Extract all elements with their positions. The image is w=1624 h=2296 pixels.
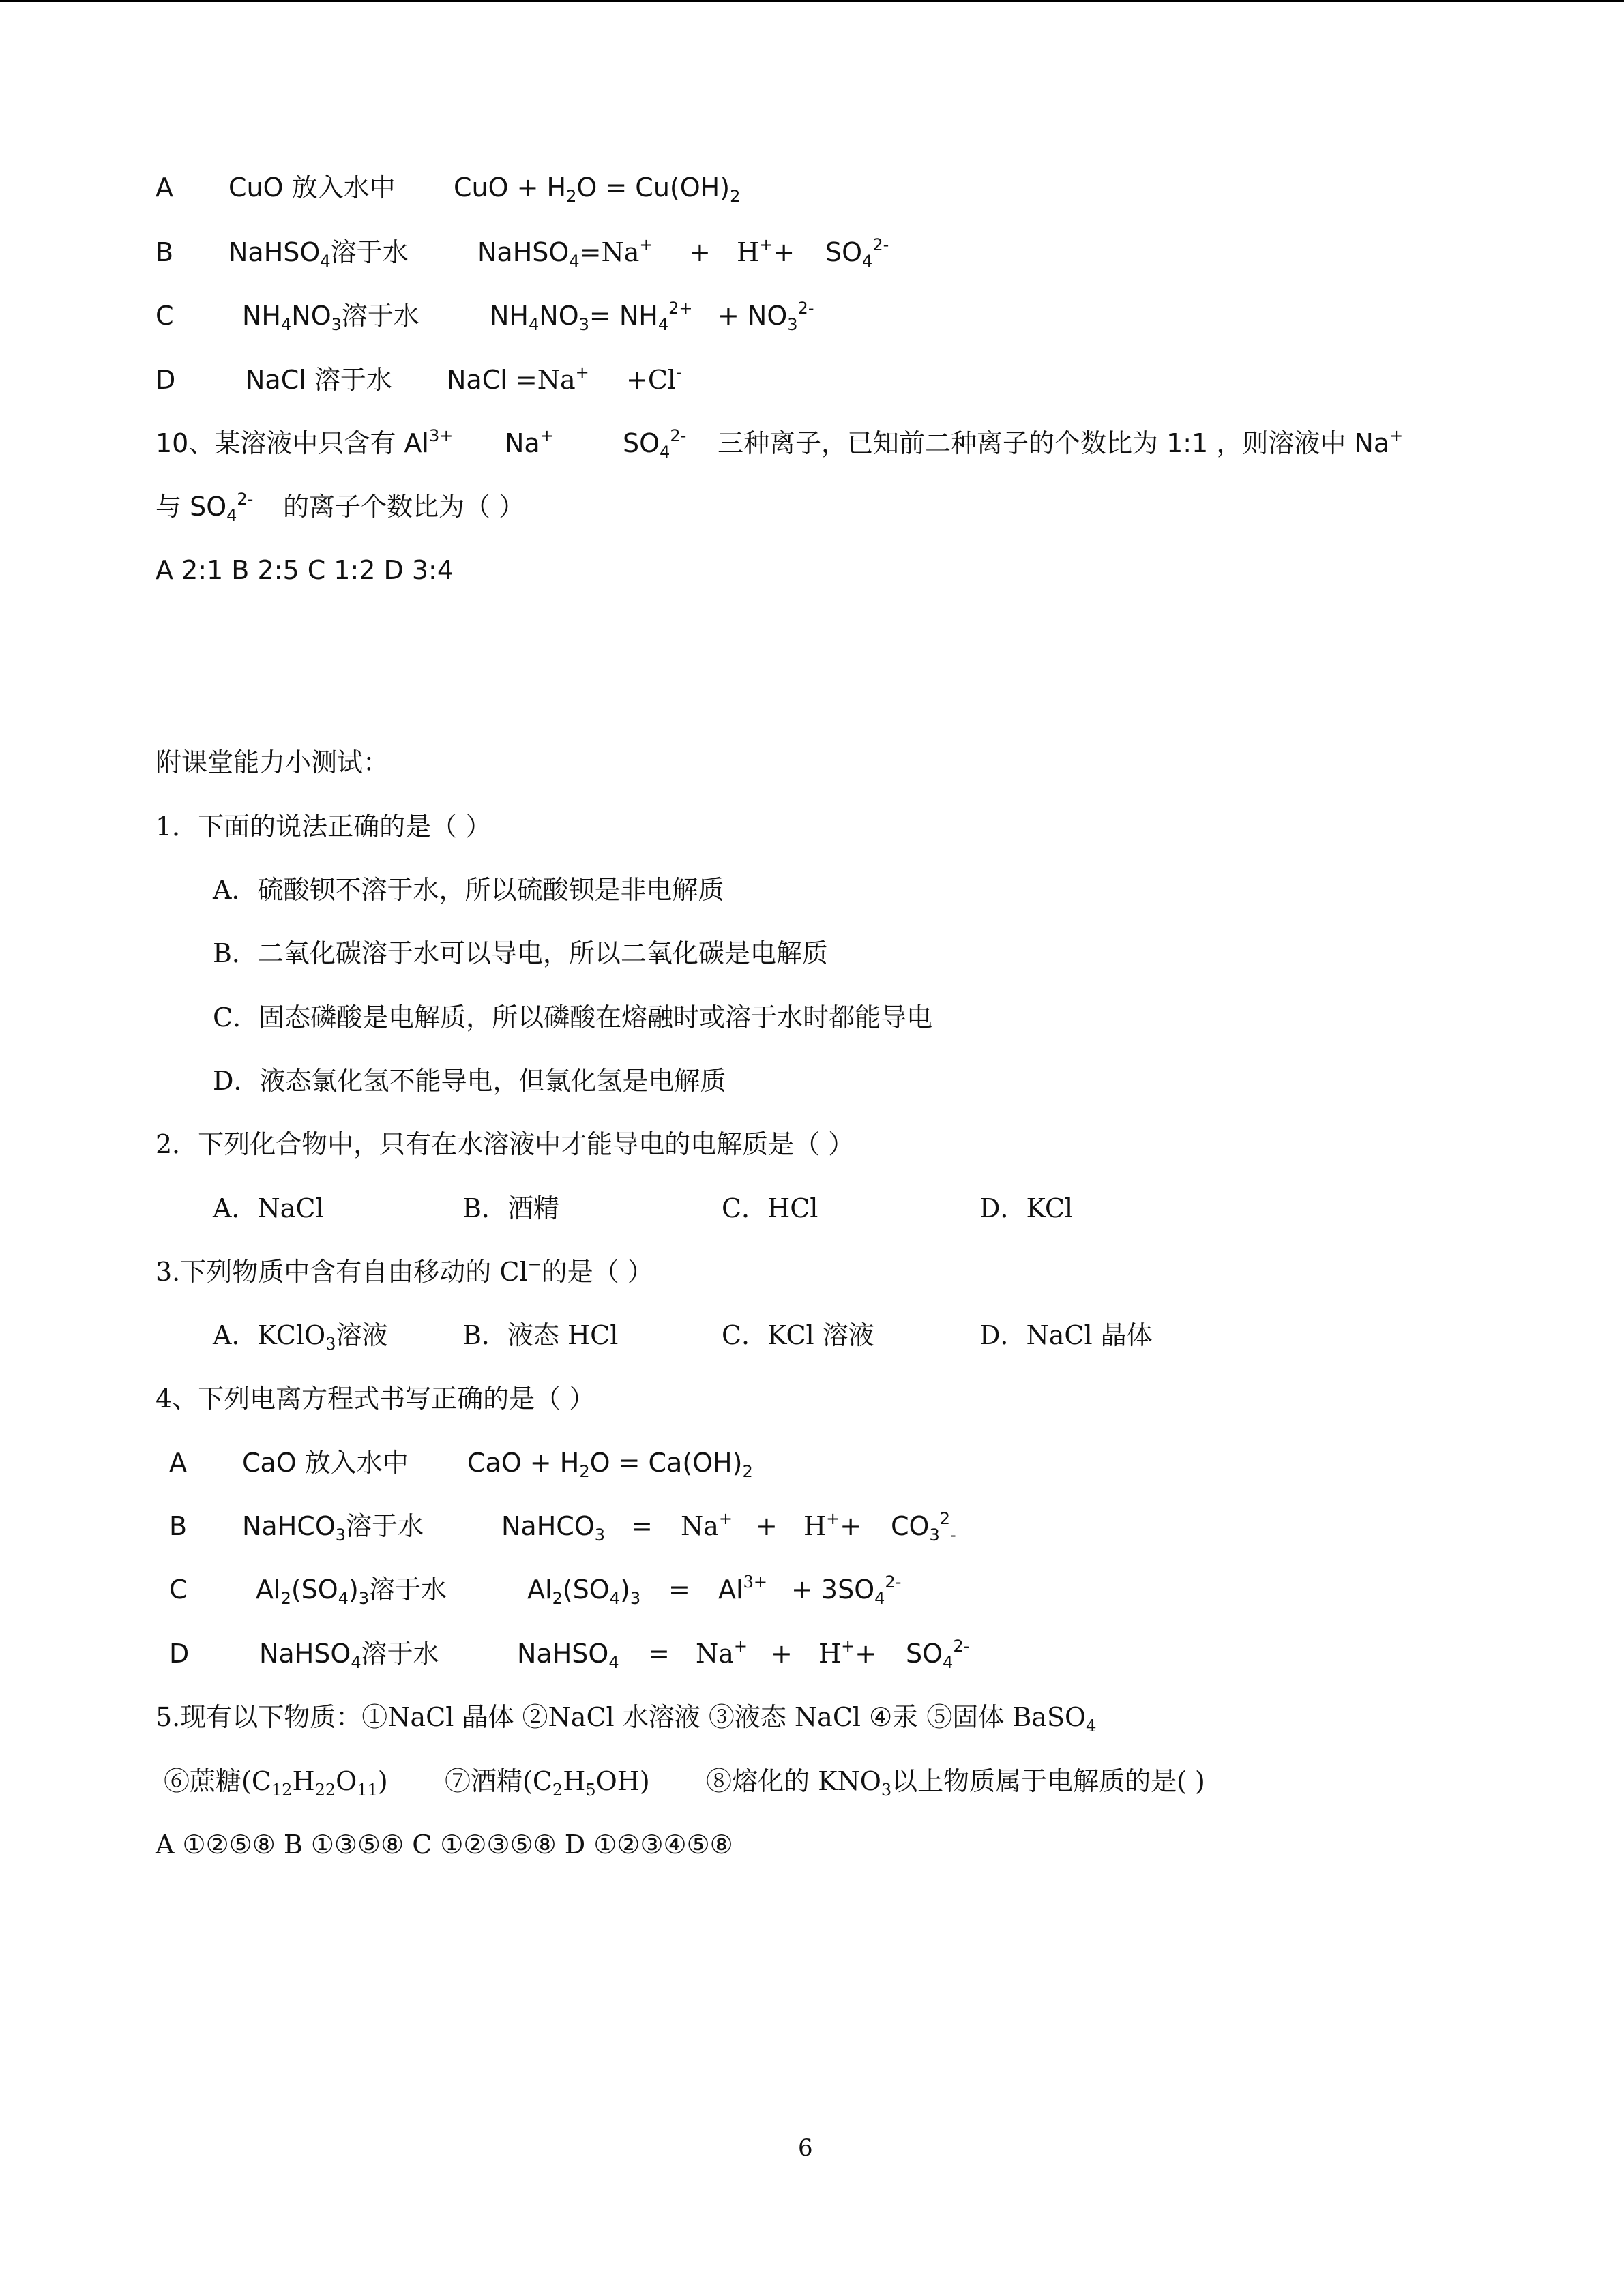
- text-line: 10、某溶液中只含有 Al3+ Na+ SO42- 三种离子，已知前二种离子的个数比为 1:1 ，则溶液中 Na+: [0, 423, 1403, 464]
- text-segment: ⑥蔗糖(C: [164, 1766, 271, 1796]
- text-segment: Al: [527, 1575, 552, 1605]
- text-segment: C: [156, 301, 174, 331]
- text-line: A．KClO3溶液 B．液态 HCl C．KCl 溶液 D．NaCl 晶体: [0, 1315, 1153, 1356]
- text-line: [0, 933, 828, 974]
- text-segment: +: [689, 237, 711, 267]
- text-segment: 10、某溶液中只含有 Al: [156, 428, 429, 458]
- text-segment: SO: [825, 237, 863, 267]
- text-segment: B．酒精: [462, 1193, 559, 1223]
- text-segment: NaHSO: [259, 1639, 351, 1669]
- text-line: B NaHCO3溶于水 NaHCO3 = Na+ + H++ CO32-: [0, 1506, 956, 1547]
- text-segment: NaHSO: [517, 1639, 609, 1669]
- text-line: 5.现有以下物质：①NaCl 晶体 ②NaCl 水溶液 ③液态 NaCl ④汞 ⑤固体 BaSO4: [0, 1697, 1096, 1738]
- text-segment: ): [377, 1766, 388, 1796]
- text-segment: H: [737, 237, 760, 267]
- text-segment: Al: [256, 1575, 281, 1605]
- text-segment: 溶液: [336, 1320, 388, 1350]
- text-segment: 5.现有以下物质：①NaCl 晶体 ②NaCl 水溶液 ③液态 NaCl ④汞 ⑤固体 BaSO: [156, 1702, 1087, 1732]
- text-segment: NO: [291, 301, 331, 331]
- text-segment: D．KCl: [979, 1193, 1074, 1223]
- text-segment: Cl: [647, 365, 677, 395]
- page-top-border: [0, 0, 1624, 2]
- text-segment: D: [169, 1639, 190, 1669]
- text-segment: 的离子个数比为（ ）: [283, 492, 525, 522]
- text-line: [0, 1124, 854, 1165]
- text-segment: B: [156, 237, 174, 267]
- text-segment: ⑦酒精(C: [445, 1766, 552, 1796]
- text-line: [0, 1378, 595, 1419]
- text-segment: B: [169, 1511, 188, 1541]
- text-segment: NH: [242, 301, 281, 331]
- text-segment: D: [156, 365, 176, 395]
- text-segment: 1．下面的说法正确的是（ ）: [156, 811, 492, 841]
- text-segment: NaHSO: [228, 237, 321, 267]
- text-segment: Na: [696, 1639, 734, 1669]
- text-segment: CO: [891, 1511, 930, 1541]
- text-segment: C: [169, 1575, 188, 1605]
- text-segment: NaCl 溶于水: [246, 365, 392, 395]
- text-segment: + 3SO: [791, 1575, 875, 1605]
- text-segment: 4、下列电离方程式书写正确的是（ ）: [156, 1384, 595, 1414]
- text-segment: +: [756, 1511, 778, 1541]
- text-segment: +: [773, 237, 795, 267]
- text-line: [0, 806, 491, 847]
- text-segment: ): [348, 1575, 359, 1605]
- text-segment: 附课堂能力小测试：: [156, 747, 389, 777]
- text-segment: A．NaCl: [213, 1193, 324, 1223]
- text-segment: +: [840, 1511, 862, 1541]
- text-line: [0, 550, 454, 591]
- text-segment: A．KClO: [213, 1320, 326, 1350]
- text-segment: (SO: [562, 1575, 610, 1605]
- text-segment: Na: [601, 237, 640, 267]
- text-segment: CuO + H: [454, 173, 567, 203]
- text-segment: C．固态磷酸是电解质，所以磷酸在熔融时或溶于水时都能导电: [213, 1002, 933, 1032]
- text-segment: SO: [906, 1639, 943, 1669]
- text-segment: O: [336, 1766, 357, 1796]
- text-segment: = NH: [589, 301, 658, 331]
- text-segment: A．硫酸钡不溶于水，所以硫酸钡是非电解质: [213, 875, 724, 905]
- text-segment: A 2:1 B 2:5 C 1:2 D 3:4: [156, 555, 454, 585]
- text-segment: D．NaCl 晶体: [979, 1320, 1153, 1350]
- text-segment: H: [803, 1511, 827, 1541]
- text-segment: Na: [505, 428, 540, 458]
- text-segment: ⑧熔化的 KNO: [706, 1766, 881, 1796]
- text-segment: 三种离子，已知前二种离子的个数比为 1:1 ，则溶液中 Na: [718, 428, 1390, 458]
- text-segment: H: [818, 1639, 842, 1669]
- text-segment: Al: [718, 1575, 743, 1605]
- text-line: [0, 1060, 726, 1101]
- text-line: 与 SO42- 的离子个数比为（ ）: [0, 486, 525, 527]
- text-line: C Al2(SO4)3溶于水 Al2(SO4)3 = Al3+ + 3SO42-: [0, 1569, 901, 1610]
- text-segment: CaO + H: [467, 1448, 580, 1478]
- text-segment: (SO: [291, 1575, 338, 1605]
- text-line: [0, 997, 932, 1038]
- text-segment: 与 SO: [156, 492, 227, 522]
- text-segment: NaCl =: [447, 365, 537, 395]
- text-segment: B．二氧化碳溶于水可以导电，所以二氧化碳是电解质: [213, 938, 828, 968]
- text-segment: 溶于水: [346, 1511, 424, 1541]
- text-segment: A: [156, 173, 173, 203]
- text-segment: 2．下列化合物中，只有在水溶液中才能导电的电解质是（ ）: [156, 1129, 855, 1159]
- text-segment: 溶于水: [361, 1639, 439, 1669]
- text-line: C NH4NO3溶于水 NH4NO3= NH42+ + NO32-: [0, 295, 814, 336]
- text-segment: C．HCl: [722, 1193, 818, 1223]
- text-segment: OH): [595, 1766, 650, 1796]
- text-segment: +: [771, 1639, 793, 1669]
- text-line: [0, 869, 724, 910]
- text-segment: 3.下列物质中含有自由移动的 Cl: [156, 1257, 528, 1287]
- text-line: [0, 742, 389, 783]
- text-segment: H: [563, 1766, 586, 1796]
- text-segment: +: [626, 365, 648, 395]
- text-segment: ): [619, 1575, 630, 1605]
- page-number: 6: [798, 2134, 813, 2162]
- text-segment: + NO: [718, 301, 788, 331]
- text-segment: NaHCO: [501, 1511, 595, 1541]
- text-segment: A ①②⑤⑧ B ①③⑤⑧ C ①②③⑤⑧ D ①②③④⑤⑧: [156, 1830, 733, 1860]
- text-segment: NaHSO: [477, 237, 570, 267]
- text-segment: Na: [681, 1511, 719, 1541]
- text-segment: CaO 放入水中: [242, 1448, 409, 1478]
- text-line: 3.下列物质中含有自由移动的 Cl−的是（ ）: [0, 1251, 653, 1292]
- text-segment: NH: [490, 301, 529, 331]
- text-segment: D．液态氯化氢不能导电，但氯化氢是电解质: [213, 1066, 726, 1096]
- text-segment: CuO 放入水中: [228, 173, 396, 203]
- text-segment: =: [579, 237, 602, 267]
- text-segment: O = Cu(OH): [576, 173, 730, 203]
- text-segment: A: [169, 1448, 187, 1478]
- text-segment: 的是（ ）: [541, 1257, 653, 1287]
- text-line: D NaHSO4溶于水 NaHSO4 = Na+ + H++ SO42-: [0, 1633, 969, 1674]
- text-segment: B．液态 HCl: [462, 1320, 619, 1350]
- text-segment: H: [292, 1766, 315, 1796]
- text-segment: =: [668, 1575, 690, 1605]
- text-segment: NO: [539, 301, 579, 331]
- text-segment: =: [631, 1511, 653, 1541]
- text-line: [0, 1188, 1073, 1229]
- text-segment: Na: [537, 365, 576, 395]
- text-line: D NaCl 溶于水 NaCl =Na+ +Cl-: [0, 359, 682, 400]
- text-segment: 以上物质属于电解质的是( ): [891, 1766, 1205, 1796]
- text-segment: 溶于水: [341, 301, 419, 331]
- text-line: ⑥蔗糖(C12H22O11) ⑦酒精(C2H5OH) ⑧熔化的 KNO3以上物质属于电解质的是( ): [0, 1761, 1205, 1802]
- text-segment: SO: [623, 428, 660, 458]
- text-line: [0, 1824, 733, 1865]
- text-segment: NaHCO: [242, 1511, 336, 1541]
- text-segment: +: [855, 1639, 877, 1669]
- text-line: A CaO 放入水中 CaO + H2O = Ca(OH)2: [0, 1442, 753, 1483]
- text-line: A CuO 放入水中 CuO + H2O = Cu(OH)2: [0, 167, 740, 208]
- text-segment: 溶于水: [330, 237, 409, 267]
- text-segment: =: [648, 1639, 670, 1669]
- text-segment: C．KCl 溶液: [722, 1320, 874, 1350]
- text-segment: O = Ca(OH): [589, 1448, 743, 1478]
- text-line: B NaHSO4溶于水 NaHSO4=Na+ + H++ SO42-: [0, 232, 889, 273]
- text-segment: 溶于水: [369, 1575, 447, 1605]
